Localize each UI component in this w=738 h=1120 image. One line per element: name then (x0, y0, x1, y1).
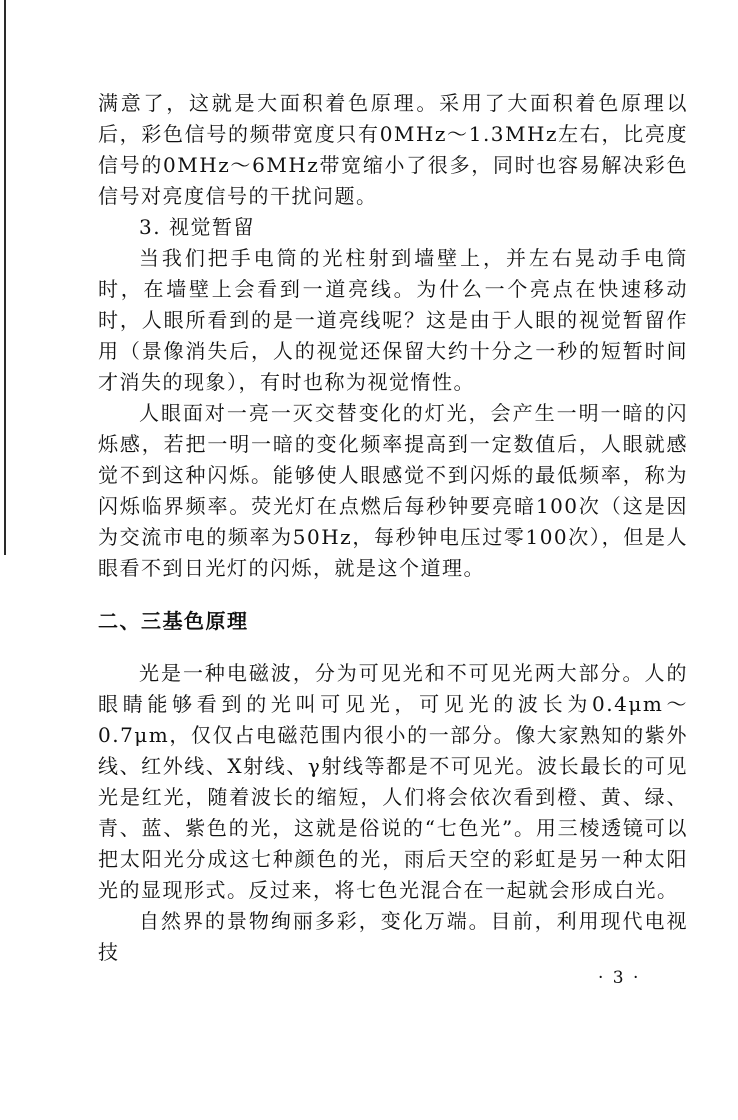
page-number: · 3 · (598, 968, 641, 988)
section-heading-three-primary-colors: 二、三基色原理 (98, 609, 249, 633)
paragraph-nature-scenery: 自然界的景物绚丽多彩，变化万端。目前，利用现代电视技 (98, 909, 688, 964)
paragraph-flashlight-example: 当我们把手电筒的光柱射到墙壁上，并左右晃动手电筒时，在墙壁上会看到一道亮线。为什么一个亮点在快速移动时，人眼所看到的是一道亮线呢？这是由于人眼的视觉暂留作用（景像消失后，人的视觉还保留大约十分之一秒的短暂时间才消失的现象），有时也称为视觉惰性。 (98, 246, 688, 394)
paragraph-flicker-frequency: 人眼面对一亮一灭交替变化的灯光，会产生一明一暗的闪烁感，若把一明一暗的变化频率提高到一定数值后，人眼就感觉不到这种闪烁。能够使人眼感觉不到闪烁的最低频率，称为闪烁临界频率。荧光灯在点燃后每秒钟要亮暗100次（这是因为交流市电的频率为50Hz，每秒钟电压过零100次），但是人眼看不到日光灯的闪烁，就是这个道理。 (98, 401, 688, 580)
page-body (98, 88, 688, 968)
paragraph-large-area-coloring: 满意了，这就是大面积着色原理。采用了大面积着色原理以后，彩色信号的频带宽度只有0MHz～1.3MHz左右，比亮度信号的0MHz～6MHz带宽缩小了很多，同时也容易解决彩色信号对亮度信号的干扰问题。 (98, 91, 688, 208)
paragraph-visible-light: 光是一种电磁波，分为可见光和不可见光两大部分。人的眼睛能够看到的光叫可见光，可见光的波长为0.4μm～0.7μm，仅仅占电磁范围内很小的一部分。像大家熟知的紫外线、红外线、X射线、γ射线等都是不可见光。波长最长的可见光是红光，随着波长的缩短，人们将会依次看到橙、黄、绿、青、蓝、紫色的光，这就是俗说的“七色光”。用三棱透镜可以把太阳光分成这七种颜色的光，雨后天空的彩虹是另一种太阳光的显现形式。反过来，将七色光混合在一起就会形成白光。 (98, 661, 688, 902)
page-binding-edge (4, 0, 6, 555)
subheading-persistence-of-vision: 3. 视觉暂留 (139, 215, 255, 239)
